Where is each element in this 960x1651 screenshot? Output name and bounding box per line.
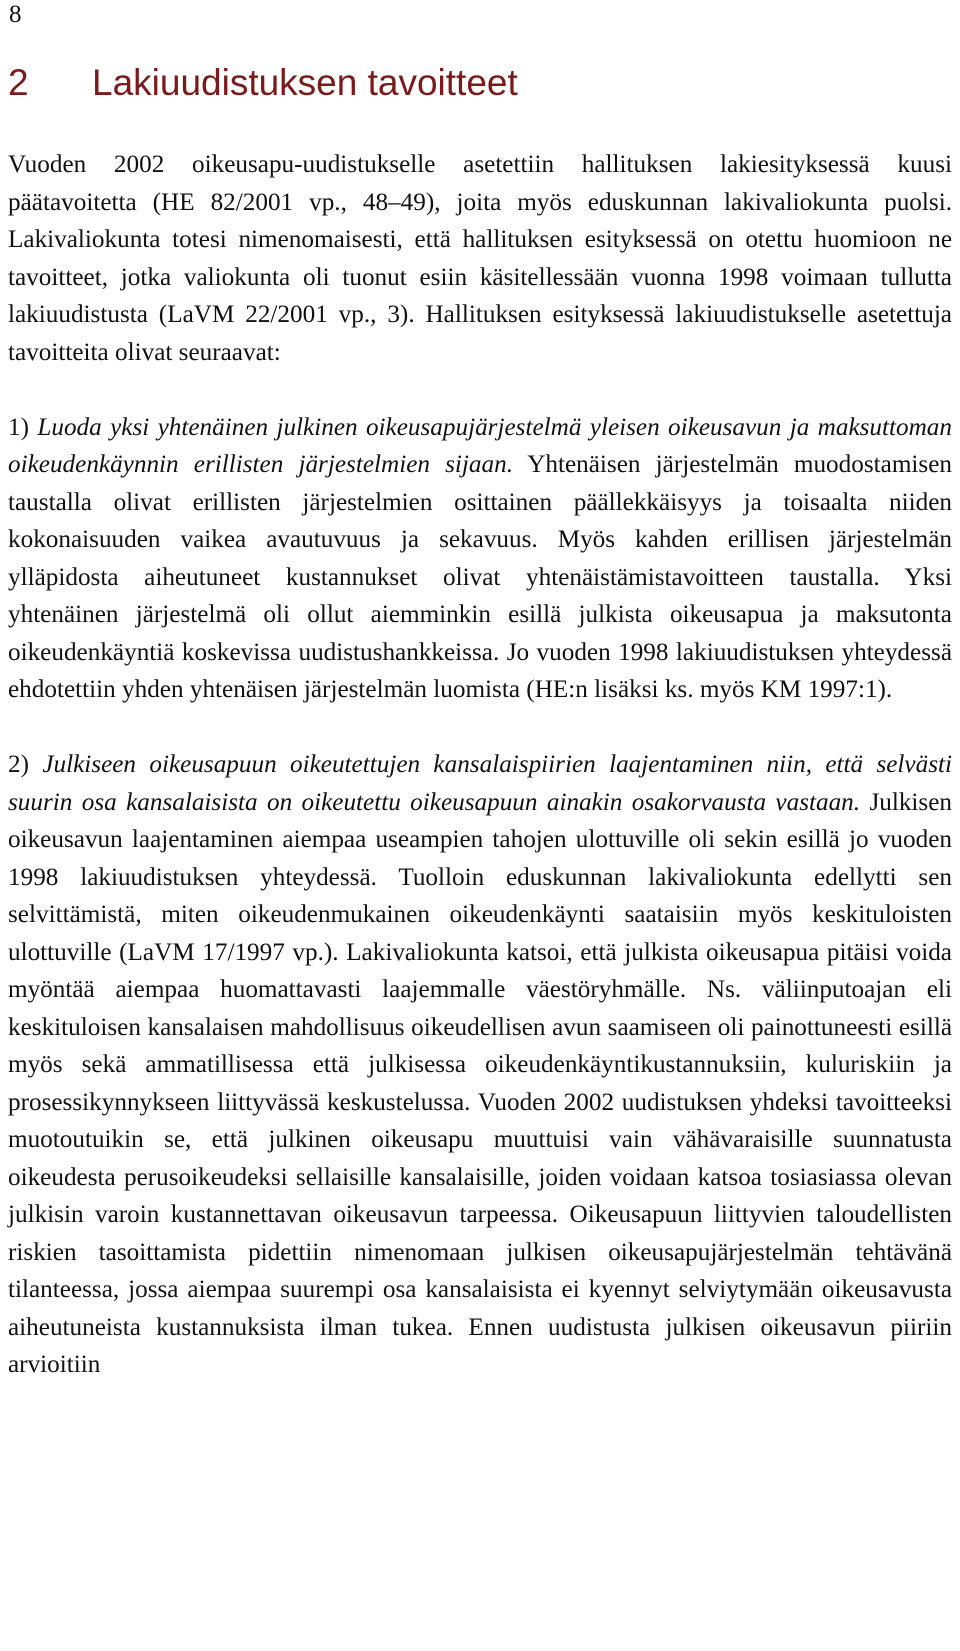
goal-2-title: Julkiseen oikeusapuun oikeutettujen kansalaispiirien laajentaminen niin, että selvästi suurin osa kansalaisista on oikeutettu oikeusapuun ainakin osakorvausta vastaan. [8, 751, 952, 816]
goal-1-paragraph [8, 409, 952, 709]
body-text [8, 146, 952, 1384]
goal-2-label: 2) [8, 751, 29, 778]
page-number: 8 [9, 1, 22, 28]
goal-1-title: Luoda yksi yhtenäinen julkinen oikeusapujärjestelmä yleisen oikeusavun ja maksuttoman oikeudenkäynnin erillisten järjestelmien sijaan. [8, 413, 952, 478]
chapter-number: 2 [8, 62, 29, 103]
goal-1-text: Yhtenäisen järjestelmän muodostamisen taustalla olivat erillisten järjestelmien osittainen päällekkäisyys ja toisaalta niiden kokonaisuuden vaikea avautuvuus ja sekavuus. Myös kahden erillisen järjestelmän ylläpidosta aiheutuneet kustannukset olivat yhtenäistämistavoitteen taustalla. Yksi yhtenäinen järjestelmä oli ollut aiemminkin esillä julkista oikeusapua ja maksutonta oikeudenkäyntiä koskevissa uudistushankkeissa. Jo vuoden 1998 lakiuudistuksen yhteydessä ehdotettiin yhden yhtenäisen järjestelmän luomista (HE:n lisäksi ks. myös KM 1997:1). [8, 451, 952, 703]
chapter-title: Lakiuudistuksen tavoitteet [92, 62, 518, 103]
goal-2-text: Julkisen oikeusavun laajentaminen aiempaa useampien tahojen ulottuville oli sekin esillä jo vuoden 1998 lakiuudistuksen yhteydessä. Tuolloin eduskunnan lakivaliokunta edellytti sen selvittämistä, miten oikeudenmukainen oikeudenkäynti saataisiin myös keskituloisten ulottuville (LaVM 17/1997 vp.). Lakivaliokunta katsoi, että julkista oikeusapua pitäisi voida myöntää aiempaa huomattavasti laajemmalle väestöryhmälle. Ns. väliinputoajan eli keskituloisen kansalaisen mahdollisuus oikeudellisen avun saamiseen oli painottuneesti esillä myös sekä ammatillisessa että julkisessa oikeudenkäyntikustannuksiin, kuluriskiin ja prosessikynnykseen liittyvässä keskustelussa. Vuoden 2002 uudistuksen yhdeksi tavoitteeksi muotoutuikin se, että julkinen oikeusapu muuttuisi vain vähävaraisille suunnatusta oikeudesta perusoikeudeksi sellaisille kansalaisille, joiden voidaan katsoa tosiasiassa olevan julkisin varoin kustannettavan oikeusavun tarpeessa. Oikeusapuun liittyvien taloudellisten riskien tasoittamista pidettiin nimenomaan julkisen oikeusapujärjestelmän tehtävänä tilanteessa, jossa aiempaa suurempi osa kansalaisista ei kyennyt selviytymään oikeusavusta aiheutuneista kustannuksista ilman tukea. Ennen uudistusta julkisen oikeusavun piiriin arvioitiin [8, 788, 952, 1378]
goal-2-paragraph [8, 746, 952, 1384]
chapter-heading [8, 58, 518, 108]
goal-1-label: 1) [8, 413, 29, 441]
intro-paragraph: Vuoden 2002 oikeusapu-uudistukselle asetettiin hallituksen lakiesityksessä kuusi päätavoitetta (HE 82/2001 vp., 48–49), joita myös eduskunnan lakivaliokunta puolsi. Lakivaliokunta totesi nimenomaisesti, että hallituksen esityksessä on otettu huomioon ne tavoitteet, jotka valiokunta oli tuonut esiin käsitellessään vuonna 1998 voimaan tullutta lakiuudistusta (LaVM 22/2001 vp., 3). Hallituksen esityksessä lakiuudistukselle asetettuja tavoitteita olivat seuraavat: [8, 151, 952, 366]
